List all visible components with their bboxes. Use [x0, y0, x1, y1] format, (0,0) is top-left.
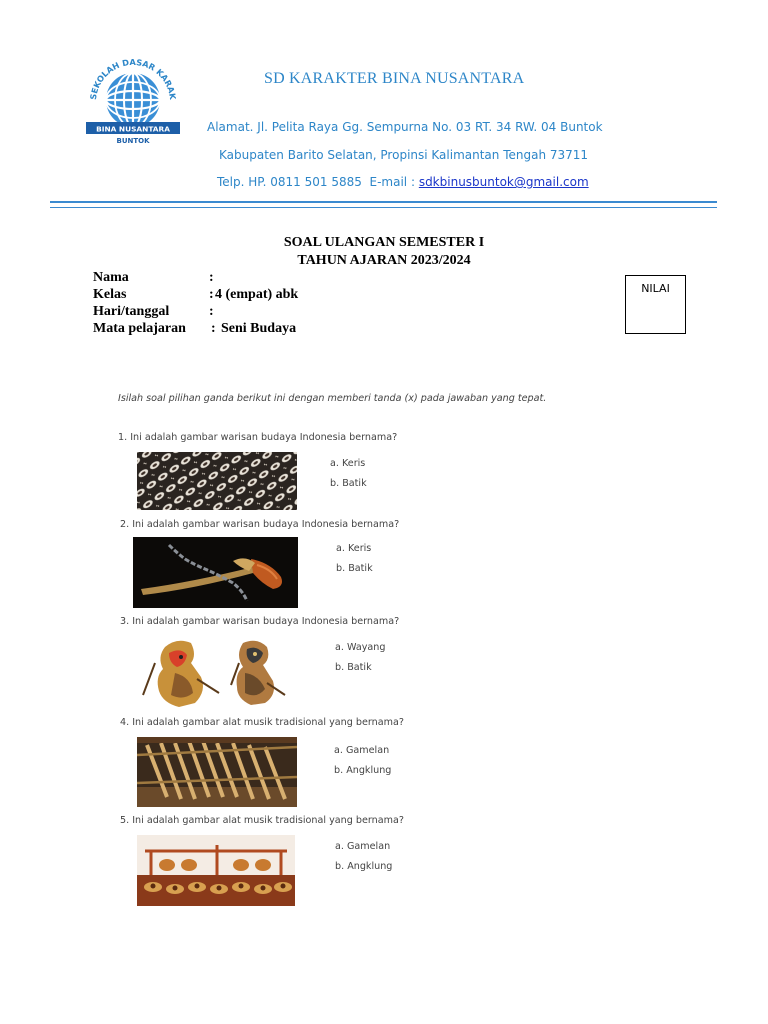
- question-2-option-b[interactable]: b. Batik: [336, 563, 373, 574]
- field-colon: :: [209, 304, 214, 319]
- score-label: NILAI: [641, 282, 670, 295]
- address-line-1: Alamat. Jl. Pelita Raya Gg. Sempurna No. 03 RT. 34 RW. 04 Buntok: [207, 120, 603, 134]
- school-logo: [82, 50, 184, 152]
- contact-phone: Telp. HP. 0811 501 5885 E-mail :: [217, 175, 419, 189]
- exam-title: SOAL ULANGAN SEMESTER I: [283, 235, 485, 250]
- score-box[interactable]: [625, 275, 686, 334]
- question-1-option-b[interactable]: b. Batik: [330, 478, 367, 489]
- logo-arc-text: SEKOLAH DASAR KARAK: [88, 56, 179, 101]
- instruction-text: Isilah soal pilihan ganda berikut ini dengan memberi tanda (x) pada jawaban yang tepat.: [118, 393, 547, 404]
- batik-pattern-image: [137, 452, 297, 510]
- question-4-text: 4. Ini adalah gambar alat musik tradisional yang bernama?: [120, 717, 404, 728]
- field-colon: :: [209, 270, 214, 285]
- contact-line: [217, 175, 589, 189]
- header-divider-thick: [50, 201, 717, 203]
- field-value-mata-pelajaran: Seni Budaya: [221, 321, 297, 336]
- question-3-option-b[interactable]: b. Batik: [335, 662, 372, 673]
- address-line-2: Kabupaten Barito Selatan, Propinsi Kalimantan Tengah 73711: [219, 148, 589, 162]
- field-value-kelas: 4 (empat) abk: [215, 287, 299, 302]
- question-1-text: 1. Ini adalah gambar warisan budaya Indonesia bernama?: [118, 432, 398, 443]
- question-2-option-a[interactable]: a. Keris: [336, 543, 372, 554]
- logo-band-text: BINA NUSANTARA: [96, 124, 170, 134]
- question-2-text: 2. Ini adalah gambar warisan budaya Indonesia bernama?: [120, 519, 400, 530]
- field-label-hari-tanggal: Hari/tanggal: [93, 304, 170, 319]
- question-5-option-a[interactable]: a. Gamelan: [335, 841, 391, 852]
- field-label-nama: Nama: [93, 270, 129, 285]
- gamelan-image: [137, 835, 295, 906]
- wayang-image: [135, 633, 310, 710]
- school-name: SD KARAKTER BINA NUSANTARA: [264, 70, 525, 87]
- question-1-option-a[interactable]: a. Keris: [330, 458, 366, 469]
- email-link[interactable]: sdkbinusbuntok@gmail.com: [418, 175, 589, 189]
- question-3-text: 3. Ini adalah gambar warisan budaya Indonesia bernama?: [120, 616, 400, 627]
- keris-image: [133, 537, 298, 608]
- field-colon: :: [209, 287, 214, 302]
- field-label-kelas: Kelas: [93, 287, 127, 302]
- header-divider-thin: [50, 207, 717, 208]
- question-4-option-a[interactable]: a. Gamelan: [334, 745, 390, 756]
- exam-year: TAHUN AJARAN 2023/2024: [297, 253, 471, 268]
- question-3-option-a[interactable]: a. Wayang: [335, 642, 386, 653]
- question-5-option-b[interactable]: b. Angklung: [335, 861, 393, 872]
- question-4-option-b[interactable]: b. Angklung: [334, 765, 392, 776]
- angklung-image: [137, 737, 297, 807]
- field-label-mata-pelajaran: Mata pelajaran: [93, 321, 186, 336]
- logo-bottom-text: BUNTOK: [116, 137, 150, 145]
- field-colon: :: [211, 321, 216, 336]
- question-5-text: 5. Ini adalah gambar alat musik tradisional yang bernama?: [120, 815, 404, 826]
